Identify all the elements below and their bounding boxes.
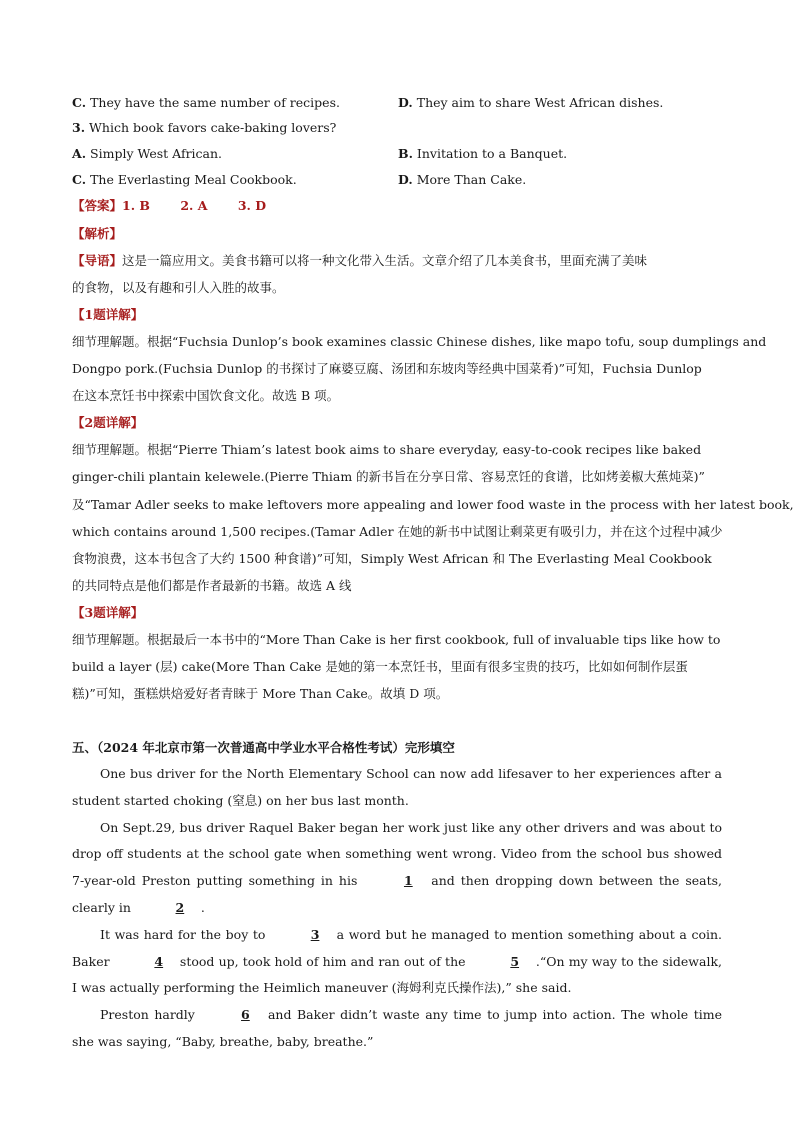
detail-2-line-2: ginger-chili plantain kelewele.(Pierre Thiam 的新书旨在分享日常、容易烹饪的食谱，比如烤姜椒大蕉炖菜)” <box>72 469 705 484</box>
question-3: 3. Which book favors cake-baking lovers? <box>72 120 337 135</box>
passage-paragraph-2: On Sept.29, bus driver Raquel Baker began her work just like any other drivers and was about to drop off students at the school gate when something went wrong. Video from the school bus showed 7-year-old Preston putting something in his 1 and then dropping down between the seats, clearly in 2 . <box>72 815 722 922</box>
q3-option-d: D. More Than Cake. <box>398 172 527 187</box>
detail-2-label: 【2题详解】 <box>72 415 144 430</box>
passage-paragraph-3: It was hard for the boy to 3 a word but he managed to mention something about a coin. Baker 4 stood up, took hold of him and ran out of the 5 .“On my way to the sidewalk, I was actually performing the Heimlich maneuver (海姆利克氏操作法),” she said. <box>72 922 722 1002</box>
detail-3-line-1: 细节理解题。根据最后一本书中的“More Than Cake is her first cookbook, full of invaluable tips like how to <box>72 632 721 647</box>
q3-option-b: B. Invitation to a Banquet. <box>398 146 568 161</box>
option-c: C. They have the same number of recipes. <box>72 95 340 110</box>
passage-paragraph-1: One bus driver for the North Elementary School can now add lifesaver to her experiences after a student started choking (窒息) on her bus last month. <box>72 766 722 808</box>
detail-1-label: 【1题详解】 <box>72 307 144 322</box>
cloze-blank-3[interactable]: 3 <box>310 926 320 942</box>
detail-1-line-1: 细节理解题。根据“Fuchsia Dunlop’s book examines classic Chinese dishes, like mapo tofu, soup dumplings and <box>72 334 767 349</box>
passage-paragraph-4: Preston hardly 6 and Baker didn’t waste any time to jump into action. The whole time she was saying, “Baby, breathe, baby, breathe.” <box>72 1002 722 1056</box>
detail-2-line-4: which contains around 1,500 recipes.(Tamar Adler 在她的新书中试图让剩菜更有吸引力，并在这个过程中减少 <box>72 524 723 539</box>
detail-2-line-3: 及“Tamar Adler seeks to make leftovers more appealing and lower food waste in the process with her latest book, <box>72 497 794 512</box>
answer-line: 【答案】1. B 2. A 3. D <box>72 198 267 213</box>
detail-2-line-1: 细节理解题。根据“Pierre Thiam’s latest book aims to share everyday, easy-to-cook recipes like baked <box>72 442 702 457</box>
cloze-blank-5[interactable]: 5 <box>510 953 520 969</box>
q3-option-a: A. Simply West African. <box>72 146 223 161</box>
q3-option-c: C. The Everlasting Meal Cookbook. <box>72 172 297 187</box>
detail-1-line-3: 在这本烹饪书中探索中国饮食文化。故选 B 项。 <box>72 388 340 403</box>
section-5-title: 五、（2024 年北京市第一次普通高中学业水平合格性考试）完形填空 <box>72 740 455 755</box>
option-d: D. They aim to share West African dishes. <box>398 95 664 110</box>
cloze-blank-6[interactable]: 6 <box>241 1007 250 1023</box>
cloze-blank-4[interactable]: 4 <box>154 953 164 969</box>
cloze-blank-1[interactable]: 1 <box>403 873 413 889</box>
cloze-blank-2[interactable]: 2 <box>175 899 185 915</box>
intro-line-1: 【导语】这是一篇应用文。美食书籍可以将一种文化带入生活。文章介绍了几本美食书，里面充满了美味 <box>72 253 648 268</box>
analysis-label: 【解析】 <box>72 226 123 241</box>
intro-line-2: 的食物，以及有趣和引人入胜的故事。 <box>72 280 285 295</box>
detail-2-line-5: 食物浪费，这本书包含了大约 1500 种食谱)”可知，Simply West African 和 The Everlasting Meal Cookbook <box>72 551 712 566</box>
detail-3-line-3: 糕)”可知，蛋糕烘焙爱好者青睐于 More Than Cake。故填 D 项。 <box>72 686 449 701</box>
detail-3-label: 【3题详解】 <box>72 605 144 620</box>
detail-2-line-6: 的共同特点是他们都是作者最新的书籍。故选 A 线 <box>72 578 352 593</box>
detail-1-line-2: Dongpo pork.(Fuchsia Dunlop 的书探讨了麻婆豆腐、汤团和东坡肉等经典中国菜肴)”可知，Fuchsia Dunlop <box>72 361 702 376</box>
cloze-passage <box>72 761 722 1056</box>
detail-3-line-2: build a layer (层) cake(More Than Cake 是她的第一本烹饪书，里面有很多宝贵的技巧，比如如何制作层蛋 <box>72 659 688 674</box>
